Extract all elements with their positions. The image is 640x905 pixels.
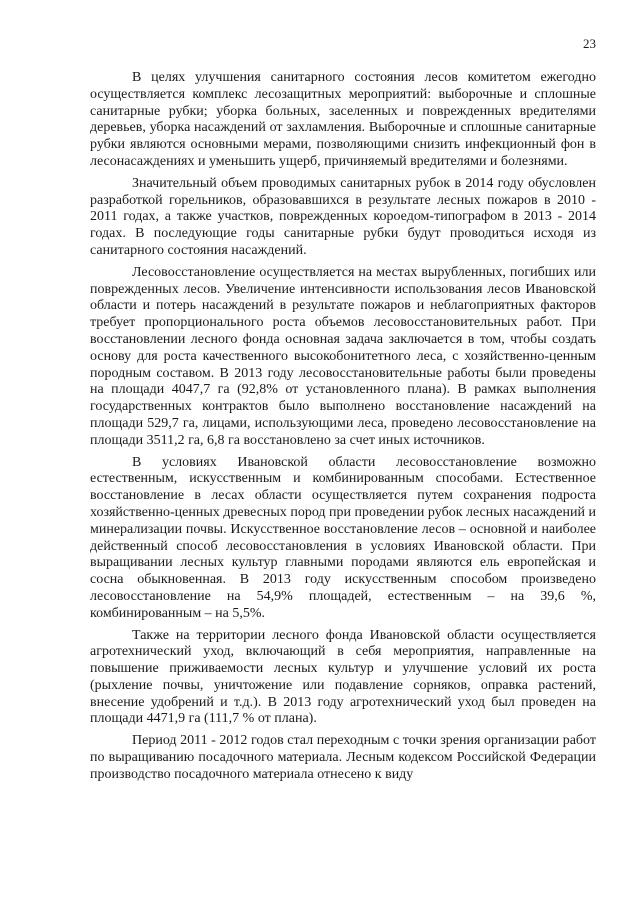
paragraph-agrotechnical-care: Также на территории лесного фонда Ивановской области осуществляется агротехнический уход, включающий в себя мероприятия, направленные на повышение приживаемости лесных культур и улучшение условий их роста (рыхление почвы, уничтожение или подавление сорняков, оправка растений, внесение удобрений и т.д.). В 2013 году агротехнический уход был проведен на площади 4471,9 га (111,7 % от плана).	[90, 627, 596, 727]
paragraph-sanitary-measures: В целях улучшения санитарного состояния лесов комитетом ежегодно осуществляется комплекс лесозащитных мероприятий: выборочные и сплошные санитарные рубки; уборка больных, заселенных и поврежденных вредителями деревьев, уборка насаждений от захламления. Выборочные и сплошные санитарные рубки являются основными мерами, позволяющими снизить инфекционный фон в лесонасаждениях и уменьшить ущерб, причиняемый вредителями и болезнями.	[90, 70, 596, 169]
page-number: 23	[583, 36, 596, 51]
paragraph-reforestation-methods: В условиях Ивановской области лесовосстановление возможно естественным, искусственным и комбинированным способами. Естественное восстановление в лесах области осуществляется путем сохранения подроста хозяйственно-ценных древесных пород при проведении рубок лесных насаждений и минерализации почвы. Искусственное восстановление лесов – основной и наиболее действенный способ лесовосстановления в условиях Ивановской области. При выращивании лесных культур главными породами являются ель европейская и сосна обыкновенная. В 2013 году искусственным способом произведено лесовосстановление на 54,9% площадей, естественным – на 39,6 %, комбинированным – на 5,5%.	[90, 454, 596, 621]
paragraph-planting-material: Период 2011 - 2012 годов стал переходным с точки зрения организации работ по выращиванию посадочного материала. Лесным кодексом Российской Федерации производство посадочного материала отнесено к виду	[90, 733, 596, 782]
paragraph-sanitary-felling-volume: Значительный объем проводимых санитарных рубок в 2014 году обусловлен разработкой горельников, образовавшихся в результате лесных пожаров в 2010 - 2011 годах, а также участков, поврежденных короедом-типографом в 2013 - 2014 годах. В последующие годы санитарные рубки будут проводиться исходя из санитарного состояния насаждений.	[90, 175, 596, 258]
body-text	[90, 70, 596, 784]
paragraph-reforestation: Лесовосстановление осуществляется на местах вырубленных, погибших или поврежденных лесов. Увеличение интенсивности использования лесов Ивановской области и потерь насаждений в результате пожаров и неблагоприятных факторов требует пропорционального роста объемов лесовосстановительных работ. При восстановлении лесного фонда основная задача заключается в том, чтобы создать основу для роста качественного высокобонитетного леса, с хозяйственно-ценным породным составом. В 2013 году лесовосстановительные работы были проведены на площади 4047,7 га (92,8% от установленного плана). В рамках выполнения государственных контрактов было выполнено восстановление насаждений на площади 529,7 га, лицами, использующими леса, проведено лесовосстановление на площади 3511,2 га, 6,8 га восстановлено за счет иных источников.	[90, 264, 596, 448]
